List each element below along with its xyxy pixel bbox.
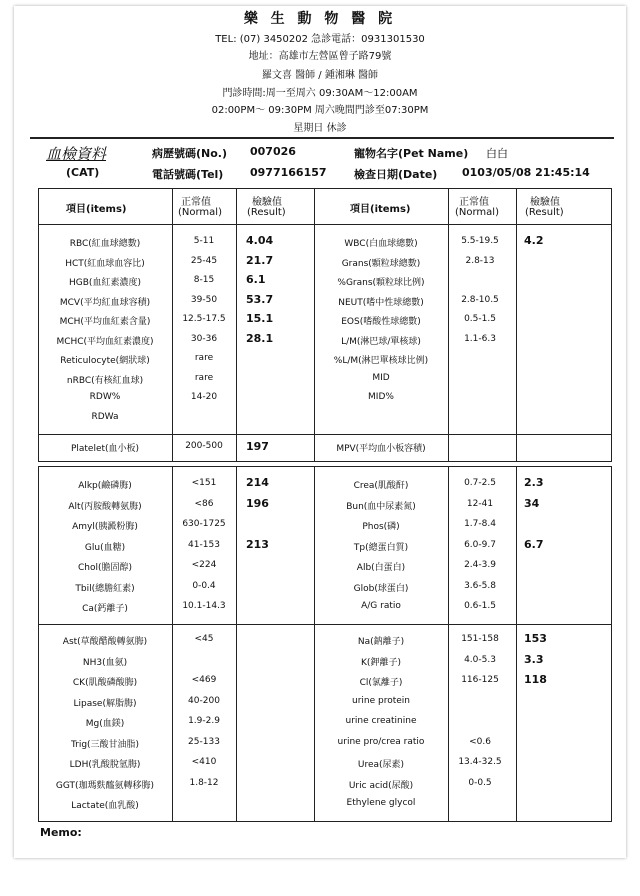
tel-value: 0977166157 (250, 166, 327, 179)
header-result-left: 檢驗值 (252, 197, 282, 208)
tel-label: 電話號碼(Tel) (152, 168, 224, 181)
test-name: Bun(血中尿素氮) (346, 501, 416, 512)
test-normal: 12.5-17.5 (182, 314, 226, 324)
test-normal: 12-41 (466, 498, 494, 509)
test-name: HCT(紅血球血容比) (65, 258, 145, 269)
col-line (448, 188, 449, 462)
test-name: Tp(總蛋白質) (353, 542, 409, 553)
col-line (448, 466, 449, 822)
test-normal: 0.6-1.5 (464, 601, 496, 611)
row-line (38, 224, 612, 225)
test-normal: rare (194, 353, 214, 363)
header-divider (30, 137, 614, 139)
test-name: Ca(鈣離子) (82, 604, 128, 614)
test-result: 2.3 (524, 476, 544, 489)
pet-value: 白白 (486, 147, 508, 160)
header-normal-right-2: (Normal) (455, 207, 499, 218)
platelet-name: Platelet(血小板) (70, 444, 140, 454)
test-name: Glu(血糖) (84, 542, 126, 553)
test-normal: 2.8-13 (465, 255, 495, 266)
test-name: RDW% (89, 392, 121, 402)
test-result: 53.7 (246, 292, 274, 306)
test-name: MCV(平均紅血球容積) (59, 297, 151, 308)
header-normal-right: 正常值 (459, 197, 489, 208)
test-normal: 2.8-10.5 (461, 294, 499, 305)
test-normal: 1.8-12 (189, 777, 219, 788)
test-normal: 4.0-5.3 (464, 654, 496, 665)
test-name: Uric acid(尿酸) (348, 780, 414, 791)
test-name: K(鉀離子) (361, 657, 401, 668)
test-normal: 0.5-1.5 (464, 314, 496, 324)
test-name: urine pro/crea ratio (337, 736, 425, 747)
row-line (38, 624, 612, 625)
test-name: Alb(白蛋白) (356, 563, 406, 573)
test-result: 196 (246, 496, 269, 510)
test-name: Tbil(總膽紅素) (75, 583, 135, 594)
clinic-hours-1: 門診時間:周一至周六 09:30AM～12:00AM (222, 88, 418, 99)
clinic-name: 樂 生 動 物 醫 院 (243, 11, 397, 27)
header-normal-left: 正常值 (181, 197, 211, 208)
test-normal: 3.6-5.8 (464, 580, 496, 591)
col-line (236, 466, 237, 822)
test-result: 28.1 (246, 331, 274, 345)
test-name: EOS(嗜酸性球總數) (341, 317, 421, 327)
platelet-normal: 200-500 (185, 441, 223, 451)
test-name: Alkp(鹼磷脢) (78, 481, 132, 491)
test-normal: 0.7-2.5 (464, 478, 496, 488)
clinic-closed: 星期日 休診 (293, 123, 347, 134)
test-normal: <151 (191, 478, 217, 488)
test-name: MCH(平均血紅素含量) (59, 317, 151, 327)
test-normal: 1.7-8.4 (464, 519, 496, 529)
test-name: Chol(膽固醇) (77, 563, 133, 573)
test-normal: 25-45 (190, 255, 218, 266)
test-name: Lipase(解脂脢) (73, 698, 137, 709)
test-normal: 13.4-32.5 (458, 757, 502, 767)
header-items-left: 項目(items) (66, 204, 127, 215)
test-name: Lactate(血乳酸) (71, 801, 139, 811)
test-normal: rare (194, 372, 214, 383)
test-name: Phos(磷) (362, 522, 400, 532)
test-name: Mg(血鎂) (85, 719, 125, 729)
test-result: 213 (246, 537, 269, 551)
test-normal: 40-200 (188, 695, 220, 706)
test-normal: 2.4-3.9 (464, 560, 496, 570)
test-normal: <45 (194, 634, 214, 644)
test-normal: 1.1-6.3 (464, 333, 496, 344)
test-name: MID% (368, 392, 394, 402)
test-normal: 30-36 (190, 333, 218, 344)
test-name: Reticulocyte(網狀球) (60, 356, 150, 366)
test-name: NEUT(嗜中性球總數) (338, 297, 424, 308)
col-line (516, 466, 517, 822)
test-result: 214 (246, 476, 269, 489)
test-normal: 39-50 (190, 294, 218, 305)
clinic-tel: TEL: (07) 3450202 急診電話：0931301530 (215, 34, 425, 45)
test-name: A/G ratio (361, 601, 401, 611)
test-name: MCHC(平均血紅素濃度) (56, 336, 154, 347)
test-normal: 6.0-9.7 (464, 539, 496, 550)
header-result-left-2: (Result) (247, 207, 286, 218)
header-result-right-2: (Result) (525, 207, 564, 218)
clinic-address: 地址：高雄市左營區曾子路79號 (248, 51, 392, 62)
test-result: 6.1 (246, 273, 266, 286)
test-name: CK(肌酸磷酸脢) (72, 678, 138, 688)
test-name: MID (372, 372, 390, 383)
no-label: 病歷號碼(No.) (152, 147, 227, 160)
clinic-doctors: 羅文喜 醫師 / 鍾湘琳 醫師 (261, 70, 379, 81)
test-name: RDWa (91, 411, 119, 422)
clinic-hours-2: 02:00PM～ 09:30PM 周六晚間門診至07:30PM (211, 105, 429, 116)
test-name: Amyl(胰澱粉脢) (72, 522, 138, 532)
test-name: GGT(珈瑪麩醯氨轉移脢) (55, 780, 155, 791)
header-normal-left-2: (Normal) (178, 207, 222, 218)
memo-label: Memo: (40, 826, 82, 839)
test-name: Glob(球蛋白) (353, 583, 409, 594)
test-result: 118 (524, 673, 547, 686)
test-normal: 5.5-19.5 (461, 236, 499, 246)
test-normal: 25-133 (188, 736, 220, 747)
col-line (172, 188, 173, 462)
test-name: HGB(血紅素濃度) (69, 278, 141, 288)
test-name: L/M(淋巴球/單核球) (341, 336, 421, 347)
row-line (38, 434, 612, 435)
test-name: Ethylene glycol (346, 798, 416, 808)
col-line (172, 466, 173, 822)
test-name: nRBC(有核紅血球) (66, 375, 144, 386)
test-normal: <224 (191, 560, 217, 570)
col-line (236, 188, 237, 462)
test-normal: 630-1725 (182, 519, 226, 529)
test-result: 153 (524, 632, 547, 645)
header-result-right: 檢驗值 (530, 197, 560, 208)
section-title: 血檢資料 (46, 145, 107, 163)
test-result: 21.7 (246, 253, 274, 267)
test-normal: 41-153 (188, 539, 220, 550)
test-normal: 5-11 (193, 236, 215, 246)
test-name: Ast(草酸醋酸轉氨脢) (62, 637, 148, 647)
test-normal: 116-125 (461, 675, 499, 685)
test-normal: 14-20 (190, 392, 218, 402)
test-normal: 0-0.4 (192, 580, 216, 591)
species: (CAT) (66, 166, 100, 179)
test-name: %Grans(顆粒球比例) (337, 278, 425, 288)
col-line (314, 466, 315, 822)
test-name: urine protein (352, 695, 410, 706)
col-line (314, 188, 315, 462)
test-result: 34 (524, 496, 540, 510)
test-name: Grans(顆粒球總數) (341, 258, 421, 269)
test-name: urine creatinine (345, 716, 417, 726)
test-name: LDH(乳酸脫氫脢) (69, 760, 141, 770)
test-result: 4.2 (524, 234, 544, 247)
test-name: WBC(白血球總數) (344, 239, 418, 249)
test-result: 15.1 (246, 312, 274, 325)
platelet-result: 197 (246, 440, 269, 453)
test-result: 6.7 (524, 537, 544, 551)
test-name: Alt(丙胺酸轉氨脢) (68, 501, 142, 512)
test-normal: 0-0.5 (468, 777, 492, 788)
pet-label: 寵物名字(Pet Name) (354, 147, 469, 160)
mpv-name: MPV(平均血小板容積) (336, 444, 426, 454)
test-name: Crea(肌酸酐) (353, 481, 409, 491)
test-name: NH3(血氨) (82, 657, 128, 668)
test-normal: 1.9-2.9 (188, 716, 220, 726)
date-value: 0103/05/08 21:45:14 (462, 166, 590, 179)
test-normal: <0.6 (469, 736, 491, 747)
test-normal: <410 (191, 757, 217, 767)
test-name: %L/M(淋巴單核球比例) (333, 356, 429, 366)
test-name: RBC(紅血球總數) (69, 239, 141, 249)
test-name: Trig(三酸甘油脂) (70, 739, 140, 750)
test-normal: <469 (191, 675, 217, 685)
test-normal: 10.1-14.3 (182, 601, 226, 611)
test-normal: <86 (194, 498, 214, 509)
date-label: 檢查日期(Date) (354, 168, 438, 181)
no-value: 007026 (250, 145, 296, 158)
col-line (516, 188, 517, 462)
test-name: Cl(氯離子) (359, 678, 403, 688)
test-normal: 151-158 (461, 634, 499, 644)
test-name: Urea(尿素) (357, 760, 405, 770)
test-name: Na(鈉離子) (357, 637, 405, 647)
test-normal: 8-15 (193, 275, 215, 285)
test-result: 4.04 (246, 234, 274, 247)
test-result: 3.3 (524, 652, 544, 666)
header-items-right: 項目(items) (350, 204, 411, 215)
